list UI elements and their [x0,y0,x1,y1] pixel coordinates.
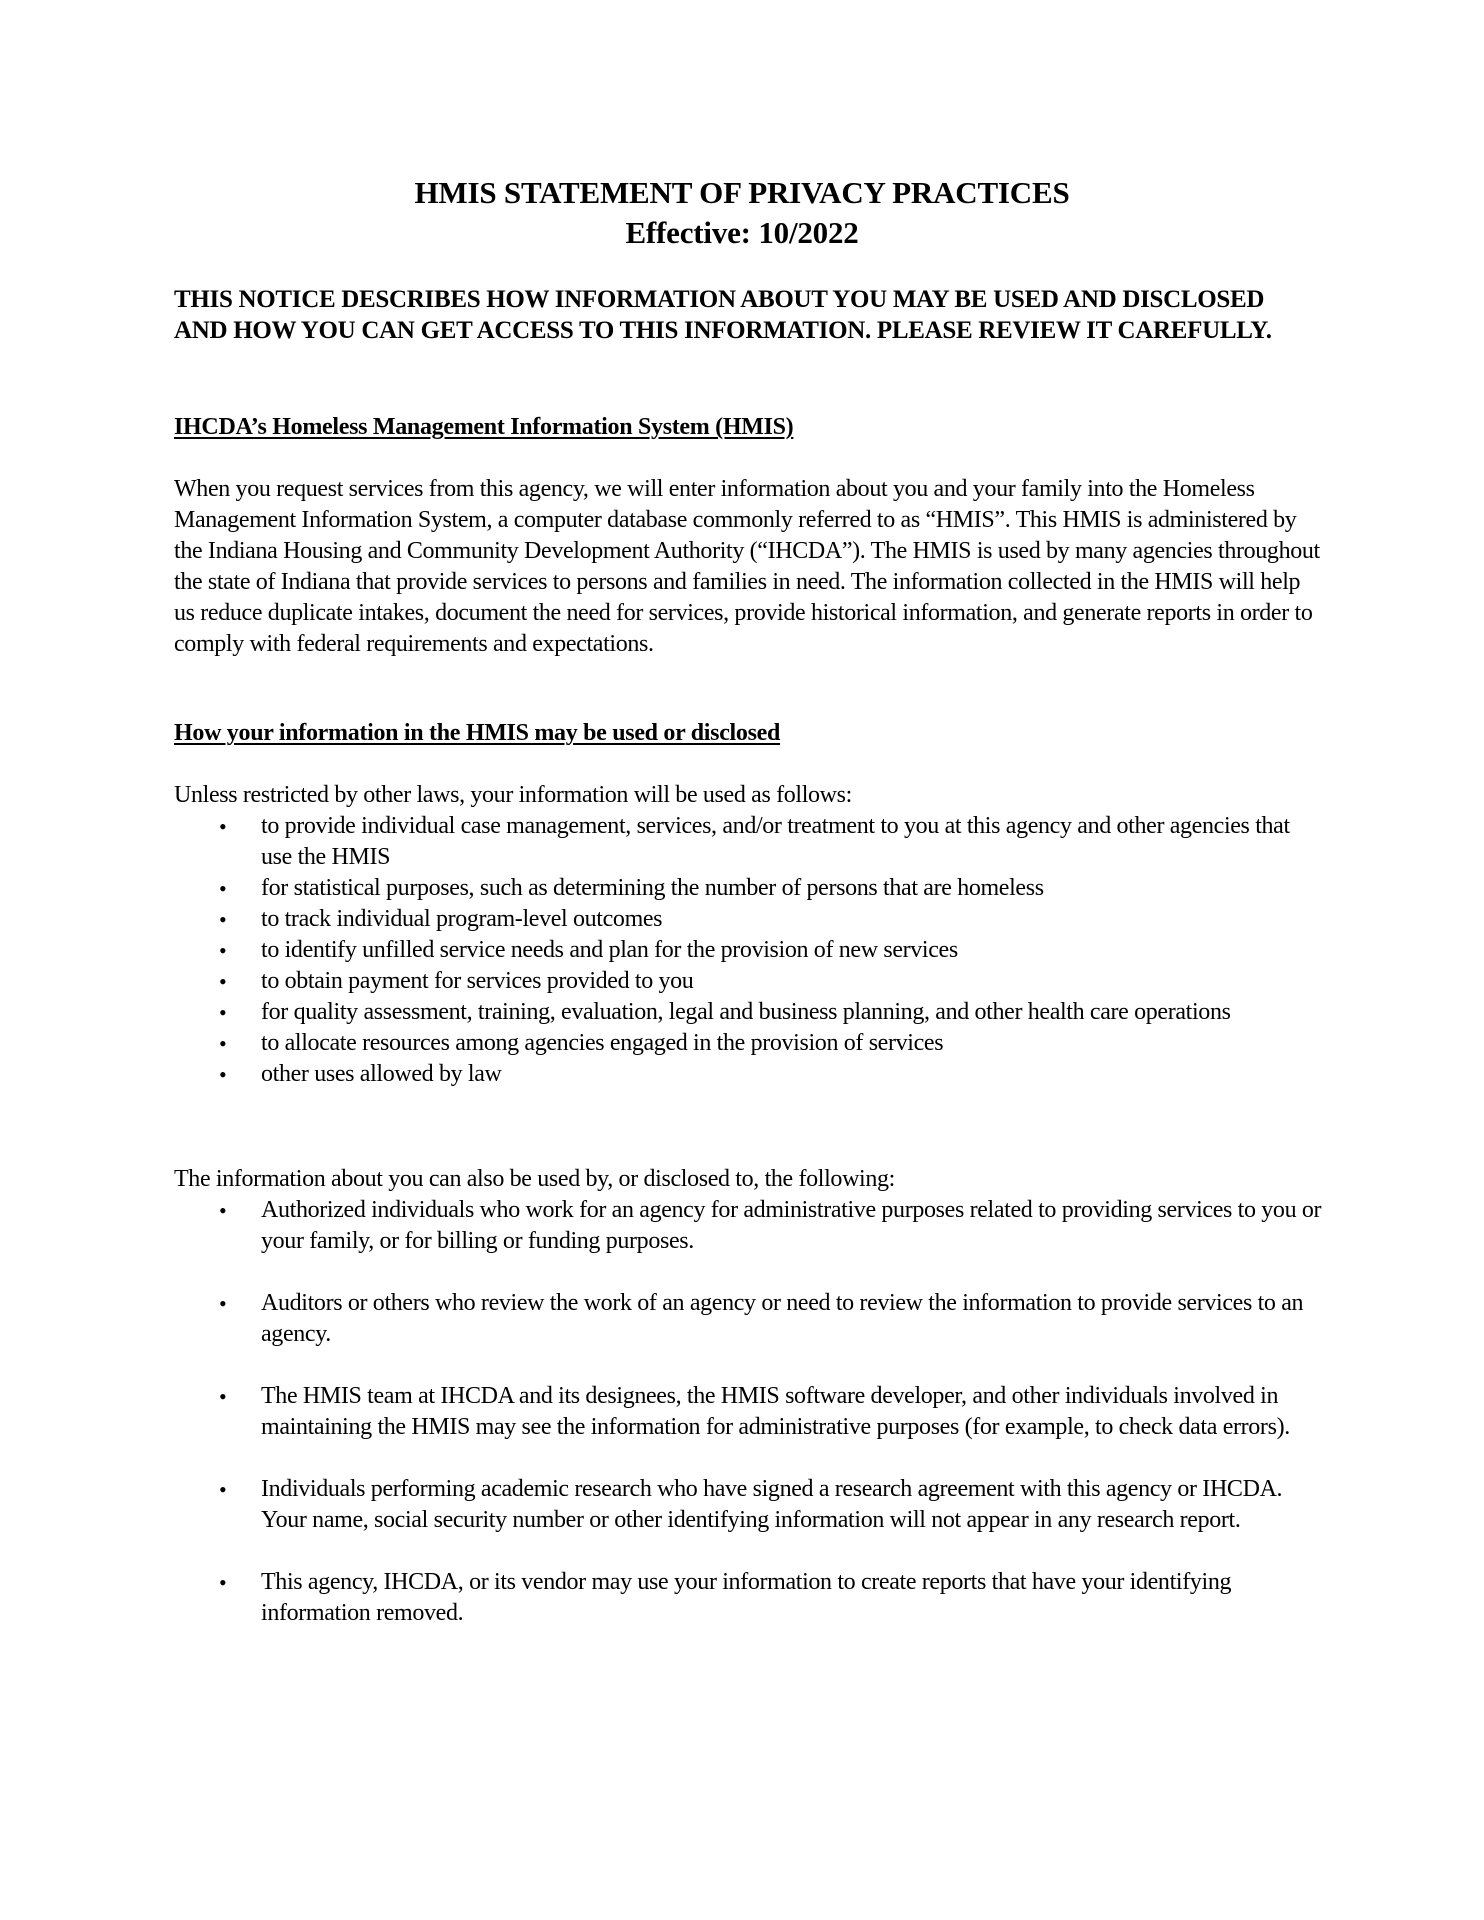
bullet-icon: • [219,907,227,932]
uses-list [174,811,1324,1090]
bullet-icon: • [219,814,227,839]
list-item: • Auditors or others who review the work of an agency or need to review the information to provide services to an agency. [219,1290,1304,1347]
uses-intro: Unless restricted by other laws, your information will be used as follows: [174,782,852,808]
bullet-icon: • [219,1384,227,1409]
list-item: • This agency, IHCDA, or its vendor may use your information to create reports that have your identifying information removed. [219,1569,1232,1626]
list-item: • The HMIS team at IHCDA and its designees, the HMIS software developer, and other individuals involved in maintaining the HMIS may see the information for administrative purposes (for example, to check data errors). [219,1383,1290,1440]
effective-date: Effective: 10/2022 [625,215,859,250]
bullet-icon: • [219,1000,227,1025]
list-item: • to provide individual case management, services, and/or treatment to you at this agency and other agencies that use the HMIS [219,813,1290,870]
hmis-description-paragraph: When you request services from this agency, we will enter information about you and your family into the Homeless Management Information System, a computer database commonly referred to as “HMIS”. This HMIS is administered by the Indiana Housing and Community Development Authority (“IHCDA”). The HMIS is used by many agencies throughout the state of Indiana that provide services to persons and families in need. The information collected in the HMIS will help us reduce duplicate intakes, document the need for services, provide historical information, and generate reports in order to comply with federal requirements and expectations. [174,476,1320,657]
bullet-icon: • [219,1198,227,1223]
list-item: • to obtain payment for services provided to you [174,966,1324,997]
disclosure-intro: The information about you can also be used by, or disclosed to, the following: [174,1166,895,1192]
bullet-icon: • [219,1291,227,1316]
document-title: HMIS STATEMENT OF PRIVACY PRACTICES [414,175,1070,210]
list-item: • to track individual program-level outcomes [174,904,1324,935]
list-item: • for quality assessment, training, evaluation, legal and business planning, and other health care operations [174,997,1324,1028]
list-item: • other uses allowed by law [174,1059,1324,1090]
bullet-icon: • [219,969,227,994]
bullet-icon: • [219,938,227,963]
list-item: • to identify unfilled service needs and plan for the provision of new services [174,935,1324,966]
bullet-icon: • [219,876,227,901]
bullet-icon: • [219,1477,227,1502]
list-item: • to allocate resources among agencies engaged in the provision of services [174,1028,1324,1059]
list-item: • Authorized individuals who work for an agency for administrative purposes related to providing services to you or your family, or for billing or funding purposes. [219,1197,1322,1254]
disclosures-list [174,1195,1324,1660]
list-item: • for statistical purposes, such as determining the number of persons that are homeless [174,873,1324,904]
list-item: • Individuals performing academic research who have signed a research agreement with this agency or IHCDA. Your name, social security number or other identifying information will not appear in any research report. [219,1476,1283,1533]
bullet-icon: • [219,1570,227,1595]
notice-statement: THIS NOTICE DESCRIBES HOW INFORMATION ABOUT YOU MAY BE USED AND DISCLOSED AND HOW YOU CAN GET ACCESS TO THIS INFORMATION. PLEASE REVIEW IT CAREFULLY. [174,286,1272,344]
section-heading-uses: How your information in the HMIS may be used or disclosed [174,720,781,746]
bullet-icon: • [219,1031,227,1056]
section-heading-hmis: IHCDA’s Homeless Management Information System (HMIS) [174,414,794,440]
bullet-icon: • [219,1062,227,1087]
